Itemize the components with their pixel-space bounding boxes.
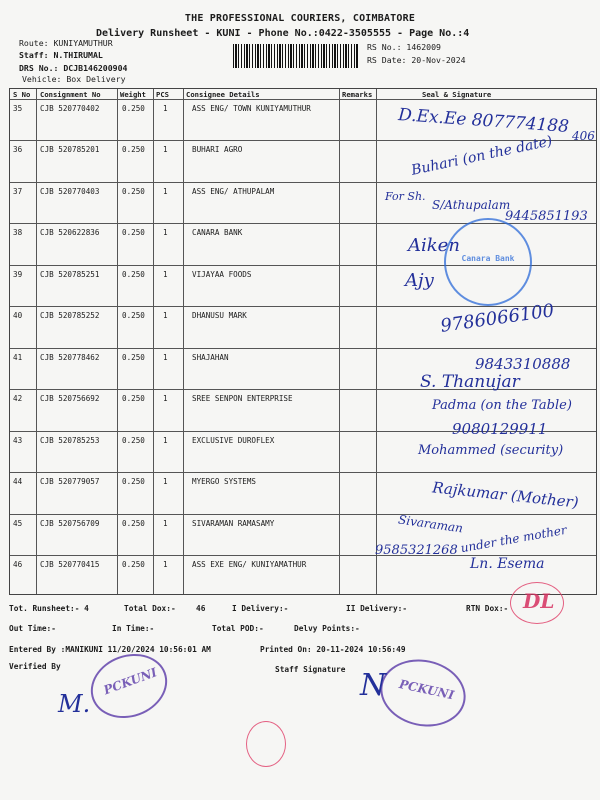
row-35-weight: 0.250 [122,104,145,113]
row-40-pcs: 1 [163,311,168,320]
col-header-remarks: Remarks [342,90,373,99]
row-37-weight: 0.250 [122,187,145,196]
row-46-sno: 46 [13,560,23,569]
row-39-weight: 0.250 [122,270,145,279]
drs-number: DRS No.: DCJB146200904 [19,63,128,73]
row-37-sno: 37 [13,187,23,196]
row-divider [10,182,596,183]
row-36-consignment-no: CJB 520785201 [40,145,100,154]
signature-row-41b: S. Thanujar [420,372,520,392]
signature-row-40: 9786066100 [439,300,556,337]
signature-row-45b: 9585321268 [375,543,458,558]
signature-row-41a: 9843310888 [475,355,571,373]
row-44-consignee-details: MYERGO SYSTEMS [192,477,257,486]
row-36-weight: 0.250 [122,145,145,154]
row-39-consignee-details: VIJAYAA FOODS [192,270,252,279]
row-35-sno: 35 [13,104,23,113]
printed-on: Printed On: 20-11-2024 10:56:49 [260,645,406,654]
col-header-pcs: PCS [156,90,169,99]
row-41-weight: 0.250 [122,353,145,362]
total-dox-value: 46 [196,604,206,613]
row-42-consignment-no: CJB 520756692 [40,394,100,403]
entered-by: Entered By :MANIKUNI 11/20/2024 10:56:01 AM [9,645,211,654]
signature-row-39: Ajy [405,270,434,291]
row-35-consignee-details: ASS ENG/ TOWN KUNIYAMUTHUR [192,104,311,113]
row-35-consignment-no: CJB 520770402 [40,104,100,113]
row-44-weight: 0.250 [122,477,145,486]
row-37-consignee-details: ASS ENG/ ATHUPALAM [192,187,275,196]
row-44-consignment-no: CJB 520779057 [40,477,100,486]
row-41-consignee-details: SHAJAHAN [192,353,229,362]
row-42-pcs: 1 [163,394,168,403]
row-45-consignee-details: SIVARAMAN RAMASAMY [192,519,275,528]
runsheet-subtitle: Delivery Runsheet - KUNI - Phone No.:0422-3505555 - Page No.:4 [96,28,470,39]
bank-seal-stamp: Canara Bank [444,218,532,306]
row-46-weight: 0.250 [122,560,145,569]
signature-row-37a: For Sh. [385,190,426,203]
signature-row-43a: 9080129911 [452,420,548,438]
signature-row-37c: 9445851193 [505,209,588,224]
row-divider [10,514,596,515]
row-45-sno: 45 [13,519,23,528]
row-43-consignment-no: CJB 520785253 [40,436,100,445]
signature-row-43b: Mohammed (security) [418,443,564,458]
route-label: Route: KUNIYAMUTHUR [19,38,113,48]
verifier-signature: M. [58,690,91,718]
total-dox-label: Total Dox:- [124,604,176,613]
row-44-pcs: 1 [163,477,168,486]
row-40-weight: 0.250 [122,311,145,320]
signature-row-45a: Sivaraman [397,512,464,536]
col-header-seal-signature: Seal & Signature [422,90,492,99]
row-divider [10,348,596,349]
row-37-consignment-no: CJB 520770403 [40,187,100,196]
row-39-sno: 39 [13,270,23,279]
row-35-pcs: 1 [163,104,168,113]
verified-by: Verified By [9,662,61,671]
vehicle-label: Vehicle: Box Delivery [22,74,126,84]
signature-row-44: Rajkumar (Mother) [431,478,580,512]
red-circle-mark [246,721,286,767]
row-36-pcs: 1 [163,145,168,154]
signature-row-45c: under the mother [459,522,568,556]
row-45-weight: 0.250 [122,519,145,528]
row-38-sno: 38 [13,228,23,237]
row-43-consignee-details: EXCLUSIVE DUROFLEX [192,436,275,445]
row-42-weight: 0.250 [122,394,145,403]
barcode [233,44,358,68]
row-divider [10,140,596,141]
col-header-consignee: Consignee Details [186,90,260,99]
signature-row-35: D.Ex.Ee 807774188 [397,105,570,137]
staff-signature: Staff Signature [275,665,346,674]
row-39-pcs: 1 [163,270,168,279]
rs-date: RS Date: 20-Nov-2024 [367,55,466,65]
col-header-consignment: Consignment No [40,90,101,99]
row-46-pcs: 1 [163,560,168,569]
signature-row-46: Ln. Esema [470,556,545,572]
rs-number: RS No.: 1462009 [367,42,441,52]
row-44-sno: 44 [13,477,23,486]
total-pod: Total POD:- [212,624,264,633]
row-divider [10,472,596,473]
signature-row-36: Buhari (on the date) [409,133,554,179]
row-42-consignee-details: SREE SENPON ENTERPRISE [192,394,293,403]
row-43-sno: 43 [13,436,23,445]
row-40-consignment-no: CJB 520785252 [40,311,100,320]
staff-label: Staff: N.THIRUMAL [19,50,103,60]
row-40-consignee-details: DHANUSU MARK [192,311,247,320]
i-delivery: I Delivery:- [232,604,289,613]
row-41-pcs: 1 [163,353,168,362]
signature-row-38: Aiken [408,235,460,256]
row-46-consignee-details: ASS EXE ENG/ KUNIYAMATHUR [192,560,307,569]
staff-signature-mark: N [360,668,387,703]
row-42-sno: 42 [13,394,23,403]
row-38-consignee-details: CANARA BANK [192,228,243,237]
company-title: THE PROFESSIONAL COURIERS, COIMBATORE [184,13,416,24]
signature-row-35-extra: 406 [572,129,595,143]
col-header-sno: S No [13,90,31,99]
row-38-consignment-no: CJB 520622836 [40,228,100,237]
row-38-weight: 0.250 [122,228,145,237]
row-41-sno: 41 [13,353,23,362]
row-43-weight: 0.250 [122,436,145,445]
row-36-sno: 36 [13,145,23,154]
ii-delivery: II Delivery:- [346,604,408,613]
signature-row-37b: S/Athupalam [432,198,511,212]
in-time: In Time:- [112,624,155,633]
row-38-pcs: 1 [163,228,168,237]
row-45-pcs: 1 [163,519,168,528]
pckuni-stamp-right: PCKUNI [374,652,472,734]
row-37-pcs: 1 [163,187,168,196]
rtn-dox: RTN Dox:- [466,604,509,613]
out-time: Out Time:- [9,624,56,633]
row-41-consignment-no: CJB 520778462 [40,353,100,362]
row-45-consignment-no: CJB 520756709 [40,519,100,528]
row-36-consignee-details: BUHARI AGRO [192,145,243,154]
red-delivery-mark: DL [510,582,564,624]
row-40-sno: 40 [13,311,23,320]
tot-runsheet: Tot. Runsheet:- 4 [9,604,89,613]
runsheet-table [9,88,597,595]
col-header-weight: Weight [120,90,146,99]
row-39-consignment-no: CJB 520785251 [40,270,100,279]
signature-row-42: Padma (on the Table) [432,398,572,413]
row-46-consignment-no: CJB 520770415 [40,560,100,569]
delvy-points: Delvy Points:- [294,624,360,633]
row-43-pcs: 1 [163,436,168,445]
pckuni-stamp-left: PCKUNI [82,644,177,729]
